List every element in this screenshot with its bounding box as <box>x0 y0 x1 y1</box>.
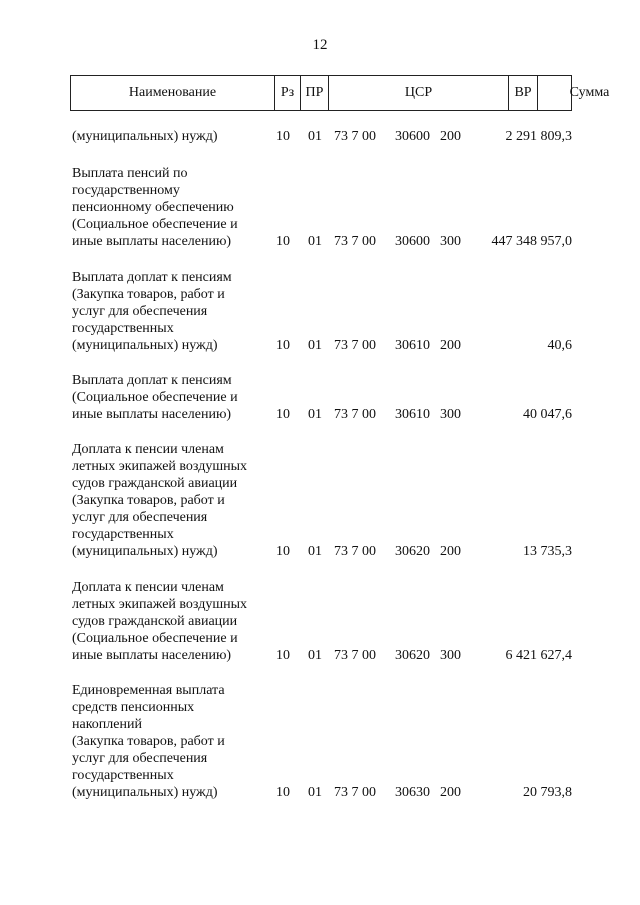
table-header <box>70 75 610 111</box>
row-csr-direction: 30620 <box>395 648 430 663</box>
page-number: 12 <box>312 37 328 53</box>
row-rz: 10 <box>276 129 290 144</box>
row-name-line: государственных <box>72 768 174 783</box>
row-pr: 01 <box>308 338 322 353</box>
row-sum: 447 348 957,0 <box>491 234 572 249</box>
row-name-line: накоплений <box>72 717 142 732</box>
row-vr: 300 <box>440 648 461 663</box>
row-name-line: услуг для обеспечения <box>72 751 208 766</box>
row-csr-program: 73 7 00 <box>334 234 376 249</box>
row-name <box>72 579 272 664</box>
row-csr-program: 73 7 00 <box>334 407 376 422</box>
row-name-line: Единовременная выплата <box>72 683 225 698</box>
row-csr-direction: 30620 <box>395 544 430 559</box>
row-name-line: услуг для обеспечения <box>72 510 208 525</box>
row-name-line: судов гражданской авиации <box>72 476 238 491</box>
row-name-line: Доплата к пенсии членам <box>72 580 224 595</box>
row-name-line: средств пенсионных <box>72 700 195 715</box>
row-vr: 200 <box>440 544 461 559</box>
row-vr: 200 <box>440 129 461 144</box>
row-pr: 01 <box>308 785 322 800</box>
row-pr: 01 <box>308 234 322 249</box>
row-name-line: государственных <box>72 527 174 542</box>
header-csr: ЦСР <box>329 76 509 110</box>
row-name-line: иные выплаты населению) <box>72 407 232 422</box>
row-name-line: (муниципальных) нужд) <box>72 544 218 559</box>
header-rz: Рз <box>275 76 301 110</box>
row-pr: 01 <box>308 544 322 559</box>
row-name-line: Выплата доплат к пенсиям <box>72 270 232 285</box>
row-sum: 40,6 <box>547 338 572 353</box>
row-name-line: пенсионному обеспечению <box>72 200 234 215</box>
row-name-line: (Социальное обеспечение и <box>72 631 238 646</box>
row-name <box>72 372 272 423</box>
row-csr-direction: 30610 <box>395 407 430 422</box>
header-vr: ВР <box>509 76 538 110</box>
row-name-line: государственному <box>72 183 180 198</box>
row-name-line: (Закупка товаров, работ и <box>72 493 225 508</box>
row-rz: 10 <box>276 648 290 663</box>
row-csr-direction: 30610 <box>395 338 430 353</box>
row-name-line: судов гражданской авиации <box>72 614 238 629</box>
row-rz: 10 <box>276 234 290 249</box>
row-sum: 6 421 627,4 <box>505 648 572 663</box>
row-pr: 01 <box>308 407 322 422</box>
row-csr-direction: 30600 <box>395 129 430 144</box>
row-name <box>72 165 272 250</box>
row-vr: 200 <box>440 338 461 353</box>
header-sum: Сумма <box>569 85 610 100</box>
header-name: Наименование <box>71 76 275 110</box>
row-name-line: (Закупка товаров, работ и <box>72 734 225 749</box>
row-csr-direction: 30600 <box>395 234 430 249</box>
row-name <box>72 269 272 354</box>
row-name-line: (муниципальных) нужд) <box>72 785 218 800</box>
row-name-line: иные выплаты населению) <box>72 234 232 249</box>
row-name-line: (Социальное обеспечение и <box>72 217 238 232</box>
row-csr-program: 73 7 00 <box>334 129 376 144</box>
row-csr-program: 73 7 00 <box>334 338 376 353</box>
row-name <box>72 128 272 145</box>
row-vr: 200 <box>440 785 461 800</box>
row-name-line: услуг для обеспечения <box>72 304 208 319</box>
row-name-line: (Социальное обеспечение и <box>72 390 238 405</box>
row-sum: 40 047,6 <box>523 407 572 422</box>
row-vr: 300 <box>440 407 461 422</box>
row-sum: 13 735,3 <box>523 544 572 559</box>
row-rz: 10 <box>276 338 290 353</box>
row-pr: 01 <box>308 129 322 144</box>
row-csr-program: 73 7 00 <box>334 544 376 559</box>
row-pr: 01 <box>308 648 322 663</box>
row-csr-program: 73 7 00 <box>334 648 376 663</box>
row-vr: 300 <box>440 234 461 249</box>
row-name-line: Доплата к пенсии членам <box>72 442 224 457</box>
row-name-line: (муниципальных) нужд) <box>72 338 218 353</box>
row-name-line: государственных <box>72 321 174 336</box>
row-csr-program: 73 7 00 <box>334 785 376 800</box>
row-name-line: иные выплаты населению) <box>72 648 232 663</box>
row-csr-direction: 30630 <box>395 785 430 800</box>
row-name-line: (Закупка товаров, работ и <box>72 287 225 302</box>
row-name-line: летных экипажей воздушных <box>72 459 248 474</box>
row-sum: 2 291 809,3 <box>505 129 572 144</box>
header-pr: ПР <box>301 76 329 110</box>
row-name-line: летных экипажей воздушных <box>72 597 248 612</box>
row-name-line: Выплата пенсий по <box>72 166 188 181</box>
row-name <box>72 682 272 801</box>
row-name-line: Выплата доплат к пенсиям <box>72 373 232 388</box>
row-rz: 10 <box>276 785 290 800</box>
row-rz: 10 <box>276 544 290 559</box>
row-name-line: (муниципальных) нужд) <box>72 129 218 144</box>
row-rz: 10 <box>276 407 290 422</box>
row-name <box>72 441 272 560</box>
row-sum: 20 793,8 <box>523 785 572 800</box>
